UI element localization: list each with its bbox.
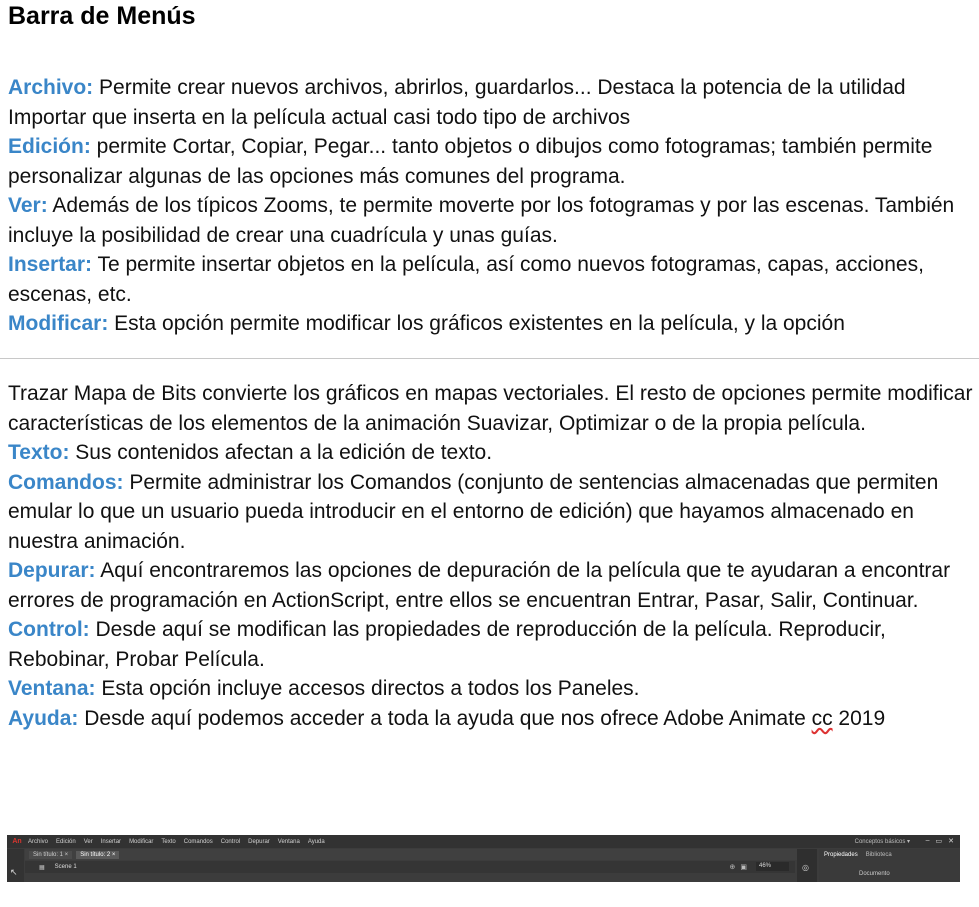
menu-descriptions-part-2 <box>8 379 973 733</box>
term-comandos: Comandos: <box>8 470 124 494</box>
paragraph-modificar <box>8 309 973 339</box>
paragraph-depurar <box>8 556 973 615</box>
animate-ui-screenshot <box>7 835 960 882</box>
term-ayuda: Ayuda: <box>8 706 79 730</box>
term-ver: Ver: <box>8 194 48 217</box>
document-tab-1: Sin título: 1 × <box>29 851 72 859</box>
desc-texto: Sus contenidos afectan a la edición de texto. <box>69 441 493 464</box>
page-title: Barra de Menús <box>8 2 196 30</box>
desc-ventana: Esta opción incluye accesos directos a todos los Paneles. <box>95 677 640 700</box>
tab-propiedades: Propiedades <box>824 852 858 858</box>
menu-item-insertar: Insertar <box>100 838 122 845</box>
term-control: Control: <box>8 618 90 641</box>
close-icon: ✕ <box>948 838 954 845</box>
center-stage-icon: ⊕ <box>729 864 736 871</box>
tab-biblioteca: Biblioteca <box>865 852 892 858</box>
paragraph-texto <box>8 438 973 468</box>
term-texto: Texto: <box>8 441 70 464</box>
desc-archivo: Permite crear nuevos archivos, abrirlos, guardarlos... Destaca la potencia de la utilidad Importar que inserta en la película actual casi todo tipo de archivos <box>8 76 906 129</box>
paragraph-comandos <box>8 468 973 557</box>
menu-item-modificar: Modificar <box>129 838 154 845</box>
desc-comandos: Permite administrar los Comandos (conjunto de sentencias almacenadas que permiten emular lo que un usuario pueda introducir en el entorno de edición) que hayamos almacenado en nuestra animación. <box>8 470 939 553</box>
menu-item-texto: Texto <box>161 838 176 845</box>
scene-name: Scene 1 <box>54 864 77 870</box>
desc-ver: Además de los típicos Zooms, te permite moverte por los fotogramas y por las escenas. También incluye la posibilidad de crear una cuadrícula y unas guías. <box>8 194 955 247</box>
paragraph-archivo <box>8 73 973 132</box>
stage-tool-icons <box>730 863 748 871</box>
paragraph-ventana <box>8 674 973 704</box>
desc-edicion: permite Cortar, Copiar, Pegar... tanto objetos o dibujos como fotogramas; también permite personalizar algunas de las opciones más comunes del programa. <box>8 135 933 188</box>
desc-ayuda-tail: 2019 <box>832 706 886 730</box>
panel-document-label: Documento <box>859 871 890 877</box>
menu-item-control: Control <box>220 838 241 845</box>
scene-icon: ▦ <box>39 864 45 871</box>
animate-logo-icon: An <box>12 838 22 845</box>
desc-modificar: Esta opción permite modificar los gráficos existentes en la película, y la opción <box>108 312 845 335</box>
desc-control: Desde aquí se modifican las propiedades de reproducción de la película. Reproducir, Rebobinar, Probar Película. <box>8 618 886 671</box>
document-tabs <box>25 849 799 860</box>
menu-descriptions-part-1 <box>8 73 973 339</box>
paragraph-control <box>8 615 973 674</box>
spellcheck-flagged-word: cc <box>811 706 833 730</box>
paragraph-ver <box>8 191 973 250</box>
app-menu-list <box>28 839 325 845</box>
menu-item-depurar: Depurar <box>248 838 270 845</box>
menu-item-ayuda: Ayuda <box>307 838 325 845</box>
palette-icon: ◎ <box>802 863 809 872</box>
app-menubar <box>7 835 960 848</box>
panel-tabs <box>819 849 960 861</box>
minimize-icon: – <box>925 837 930 844</box>
menu-item-ver: Ver <box>83 838 93 845</box>
paragraph-modificar-cont: Trazar Mapa de Bits convierte los gráficos en mapas vectoriales. El resto de opciones permite modificar características de los elementos de la animación Suavizar, Optimizar o de la propia película. <box>8 382 973 435</box>
paragraph-insertar <box>8 250 973 309</box>
workspace-selector: Conceptos básicos ▾ <box>854 839 910 845</box>
term-depurar: Depurar: <box>8 559 96 582</box>
term-ventana: Ventana: <box>8 677 96 700</box>
menu-item-ventana: Ventana <box>277 838 300 845</box>
maximize-icon: ▭ <box>935 838 943 845</box>
desc-ayuda: Desde aquí podemos acceder a toda la ayuda que nos ofrece Adobe Animate <box>78 706 812 730</box>
paragraph-edicion <box>8 132 973 191</box>
paragraph-ayuda <box>8 704 973 734</box>
right-dock <box>797 849 817 882</box>
tools-panel <box>7 849 24 882</box>
term-modificar: Modificar: <box>8 312 109 335</box>
selection-tool-icon: ↖ <box>10 867 18 877</box>
properties-panel <box>819 849 960 882</box>
term-archivo: Archivo: <box>8 76 94 99</box>
scene-bar <box>25 861 795 873</box>
window-controls <box>926 837 954 845</box>
menu-item-edicion: Edición <box>56 838 76 845</box>
desc-depurar: Aquí encontraremos las opciones de depuración de la película que te ayudaran a encontrar errores de programación en ActionScript, entre ellos se encuentran Entrar, Pasar, Salir, Continuar. <box>8 559 951 612</box>
term-edicion: Edición: <box>8 135 91 158</box>
clip-icon: ▣ <box>740 864 747 871</box>
zoom-level: 46% <box>756 862 789 871</box>
desc-insertar: Te permite insertar objetos en la película, así como nuevos fotogramas, capas, acciones, escenas, etc. <box>8 253 924 306</box>
page-break-divider <box>0 358 979 359</box>
menu-item-archivo: Archivo <box>28 838 49 845</box>
document-tab-2: Sin título: 2 × <box>76 851 119 859</box>
term-insertar: Insertar: <box>8 253 93 276</box>
menu-item-comandos: Comandos <box>183 838 213 845</box>
